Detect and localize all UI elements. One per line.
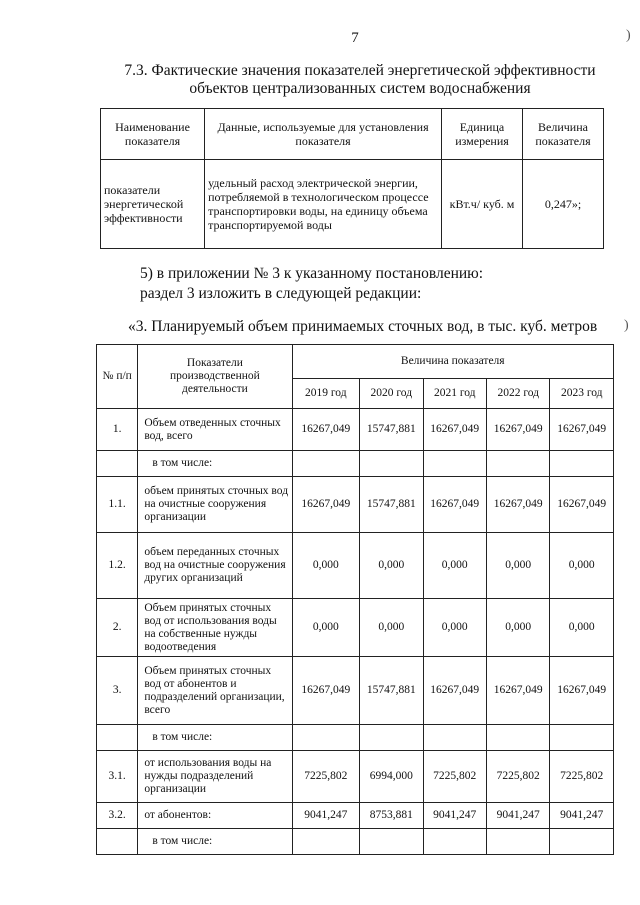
year-2019: 2019 год bbox=[292, 379, 360, 409]
header-num: № п/п bbox=[97, 345, 138, 409]
row-label: Объем принятых сточных вод от использования воды на собственные нужды водоотведения bbox=[138, 599, 292, 657]
row-value: 16267,049 bbox=[292, 657, 360, 725]
row-value bbox=[423, 829, 486, 855]
row-value: 16267,049 bbox=[550, 657, 614, 725]
wastewater-volume-table bbox=[96, 344, 614, 855]
row-value: 16267,049 bbox=[292, 409, 360, 451]
row-value: 7225,802 bbox=[486, 751, 549, 803]
section-7-3-title bbox=[70, 62, 640, 98]
row-label: от абонентов: bbox=[138, 803, 292, 829]
row-unit: кВт.ч/ куб. м bbox=[442, 160, 523, 249]
row-value bbox=[423, 451, 486, 477]
row-label: от использования воды на нужды подразделений организации bbox=[138, 751, 292, 803]
row-num: 1.1. bbox=[97, 477, 138, 533]
row-value: 0,000 bbox=[423, 599, 486, 657]
row-num: 1. bbox=[97, 409, 138, 451]
row-value: 0,000 bbox=[360, 599, 423, 657]
row-value bbox=[360, 451, 423, 477]
row-value: 0,247»; bbox=[522, 160, 603, 249]
row-value: 8753,881 bbox=[360, 803, 423, 829]
row-value: 0,000 bbox=[292, 533, 360, 599]
row-value bbox=[550, 451, 614, 477]
year-2022: 2022 год bbox=[486, 379, 549, 409]
header-data: Данные, используемые для установления показателя bbox=[205, 109, 442, 160]
header-name: Наименование показателя bbox=[101, 109, 205, 160]
table-header-row bbox=[97, 345, 614, 379]
row-value: 0,000 bbox=[550, 533, 614, 599]
row-value: 16267,049 bbox=[550, 477, 614, 533]
header-value: Величина показателя bbox=[292, 345, 614, 379]
row-value: 0,000 bbox=[360, 533, 423, 599]
row-value bbox=[360, 725, 423, 751]
row-value: 9041,247 bbox=[292, 803, 360, 829]
row-label: Объем отведенных сточных вод, всего bbox=[138, 409, 292, 451]
row-label: в том числе: bbox=[138, 725, 292, 751]
row-value bbox=[423, 725, 486, 751]
table-row bbox=[97, 451, 614, 477]
table-row bbox=[97, 803, 614, 829]
row-value bbox=[486, 829, 549, 855]
table-row bbox=[97, 533, 614, 599]
row-value: 16267,049 bbox=[423, 409, 486, 451]
year-2020: 2020 год bbox=[360, 379, 423, 409]
row-value: 9041,247 bbox=[486, 803, 549, 829]
row-value: 6994,000 bbox=[360, 751, 423, 803]
row-value bbox=[292, 451, 360, 477]
row-value: 16267,049 bbox=[486, 657, 549, 725]
row-label: объем переданных сточных вод на очистные сооружения других организаций bbox=[138, 533, 292, 599]
row-value: 0,000 bbox=[550, 599, 614, 657]
row-label: объем принятых сточных вод на очистные сооружения организации bbox=[138, 477, 292, 533]
row-num bbox=[97, 451, 138, 477]
row-value: 16267,049 bbox=[292, 477, 360, 533]
table-row bbox=[101, 160, 604, 249]
row-data: удельный расход электрической энергии, потребляемой в технологическом процессе транспортировки воды, на единицу объема транспортируемой воды bbox=[205, 160, 442, 249]
table-row bbox=[97, 725, 614, 751]
row-label: в том числе: bbox=[138, 451, 292, 477]
row-value: 16267,049 bbox=[486, 409, 549, 451]
row-value: 0,000 bbox=[423, 533, 486, 599]
row-value: 15747,881 bbox=[360, 657, 423, 725]
row-value: 9041,247 bbox=[423, 803, 486, 829]
row-num: 3.2. bbox=[97, 803, 138, 829]
row-value: 0,000 bbox=[292, 599, 360, 657]
table-row bbox=[97, 409, 614, 451]
row-num bbox=[97, 725, 138, 751]
row-value bbox=[292, 725, 360, 751]
header-value: Величина показателя bbox=[522, 109, 603, 160]
year-2023: 2023 год bbox=[550, 379, 614, 409]
paragraph-line2: раздел 3 изложить в следующей редакции: bbox=[140, 285, 422, 302]
row-num: 3.1. bbox=[97, 751, 138, 803]
row-value: 16267,049 bbox=[550, 409, 614, 451]
row-value bbox=[550, 725, 614, 751]
row-value: 0,000 bbox=[486, 533, 549, 599]
row-value bbox=[486, 451, 549, 477]
row-value: 15747,881 bbox=[360, 409, 423, 451]
table-row bbox=[97, 657, 614, 725]
row-num: 2. bbox=[97, 599, 138, 657]
row-value: 7225,802 bbox=[550, 751, 614, 803]
table-header-row bbox=[101, 109, 604, 160]
row-label: Объем принятых сточных вод от абонентов и подразделений организации, всего bbox=[138, 657, 292, 725]
row-num bbox=[97, 829, 138, 855]
row-value: 16267,049 bbox=[423, 477, 486, 533]
table-row bbox=[97, 751, 614, 803]
row-value: 16267,049 bbox=[423, 657, 486, 725]
paragraph-line1: 5) в приложении № 3 к указанному постановлению: bbox=[140, 265, 484, 282]
margin-mark: ) bbox=[624, 318, 629, 333]
header-indicator: Показатели производственной деятельности bbox=[138, 345, 292, 409]
row-value bbox=[486, 725, 549, 751]
page-number: 7 bbox=[351, 30, 359, 46]
year-2021: 2021 год bbox=[423, 379, 486, 409]
row-value bbox=[292, 829, 360, 855]
row-value: 16267,049 bbox=[486, 477, 549, 533]
row-value: 15747,881 bbox=[360, 477, 423, 533]
row-value: 7225,802 bbox=[292, 751, 360, 803]
margin-mark: ) bbox=[626, 28, 631, 43]
row-label: в том числе: bbox=[138, 829, 292, 855]
energy-efficiency-table bbox=[100, 108, 604, 249]
table-row bbox=[97, 829, 614, 855]
row-value: 0,000 bbox=[486, 599, 549, 657]
table-row bbox=[97, 599, 614, 657]
section-7-3-title-line2: объектов централизованных систем водоснабжения bbox=[189, 80, 531, 97]
row-num: 3. bbox=[97, 657, 138, 725]
row-num: 1.2. bbox=[97, 533, 138, 599]
section-3-title: «3. Планируемый объем принимаемых сточных вод, в тыс. куб. метров bbox=[128, 318, 598, 335]
section-7-3-title-line1: 7.3. Фактические значения показателей энергетической эффективности bbox=[124, 62, 596, 79]
row-name: показатели энергетической эффективности bbox=[101, 160, 205, 249]
header-unit: Единица измерения bbox=[442, 109, 523, 160]
row-value: 9041,247 bbox=[550, 803, 614, 829]
row-value bbox=[550, 829, 614, 855]
row-value bbox=[360, 829, 423, 855]
row-value: 7225,802 bbox=[423, 751, 486, 803]
table-row bbox=[97, 477, 614, 533]
